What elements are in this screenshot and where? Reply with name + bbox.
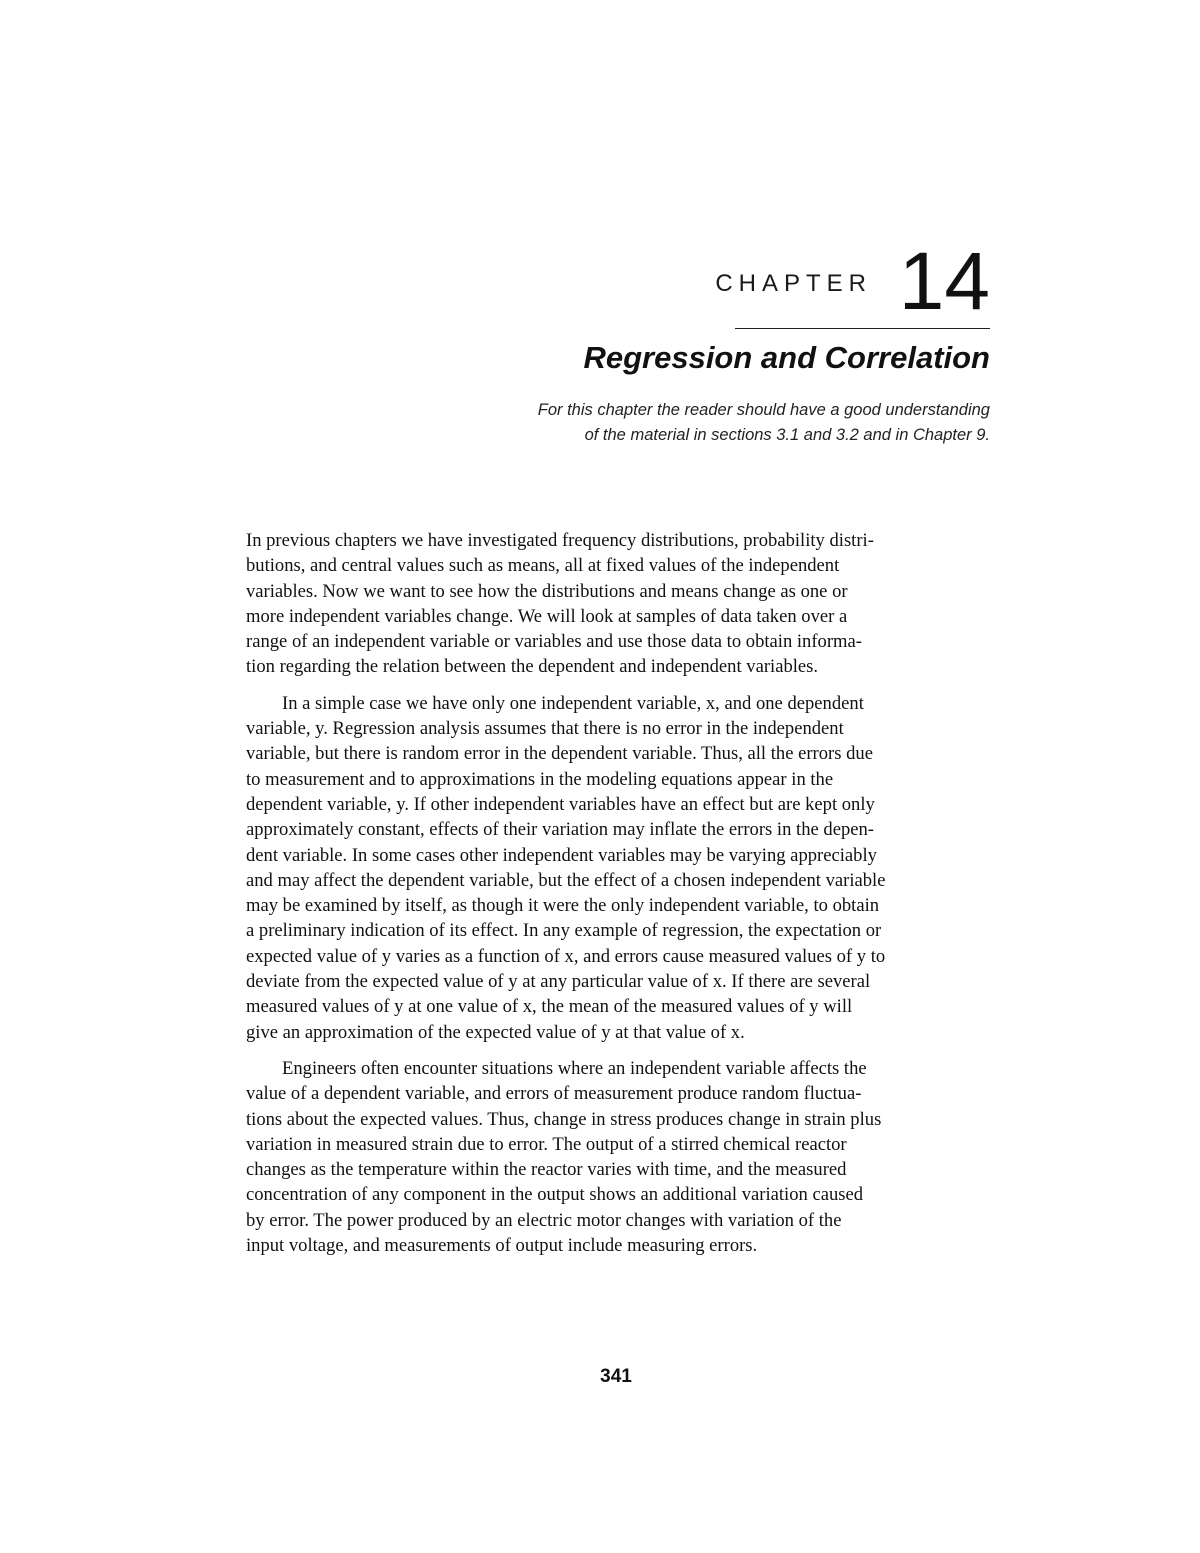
text-line: variable, y. Regression analysis assumes that there is no error in the independent xyxy=(246,718,844,740)
text-line: tions about the expected values. Thus, change in stress produces change in strain plus xyxy=(246,1108,882,1130)
text-line: In previous chapters we have investigated frequency distributions, probability distri- xyxy=(246,530,874,551)
paragraph-3 xyxy=(246,1056,991,1258)
paragraph-1 xyxy=(246,528,991,680)
text-line: butions, and central values such as means, all at fixed values of the independent xyxy=(246,555,840,577)
text-line: expected value of y varies as a function of x, and errors cause measured values of y to xyxy=(246,945,886,967)
chapter-prerequisite xyxy=(430,398,990,448)
prerequisite-line: of the material in sections 3.1 and 3.2 and in Chapter 9. xyxy=(584,426,990,444)
text-line: give an approximation of the expected value of y at that value of x. xyxy=(246,1021,745,1043)
text-line: variable, but there is random error in the dependent variable. Thus, all the errors due xyxy=(246,743,873,765)
text-line: dependent variable, y. If other independent variables have an effect but are kept only xyxy=(246,793,875,815)
text-line: dent variable. In some cases other independent variables may be varying appreciably xyxy=(246,844,877,866)
body-text xyxy=(246,528,991,1269)
chapter-heading xyxy=(715,236,990,329)
text-line: to measurement and to approximations in the modeling equations appear in the xyxy=(246,768,834,790)
chapter-title: Regression and Correlation xyxy=(583,340,990,375)
text-line: In a simple case we have only one independent variable, x, and one dependent xyxy=(282,692,864,714)
text-line: variation in measured strain due to error. The output of a stirred chemical reactor xyxy=(246,1133,847,1155)
text-line: deviate from the expected value of y at any particular value of x. If there are several xyxy=(246,971,871,993)
text-line: input voltage, and measurements of output include measuring errors. xyxy=(246,1235,758,1257)
text-line: measured values of y at one value of x, the mean of the measured values of y will xyxy=(246,996,853,1018)
text-line: by error. The power produced by an electric motor changes with variation of the xyxy=(246,1209,842,1231)
paragraph-2 xyxy=(246,691,991,1045)
text-line: changes as the temperature within the reactor varies with time, and the measured xyxy=(246,1159,847,1181)
text-line: approximately constant, effects of their variation may inflate the errors in the depen- xyxy=(246,819,874,841)
text-line: range of an independent variable or variables and use those data to obtain informa- xyxy=(246,631,862,653)
text-line: value of a dependent variable, and errors of measurement produce random fluctua- xyxy=(246,1083,862,1105)
text-line: concentration of any component in the output shows an additional variation caused xyxy=(246,1184,864,1206)
text-line: variables. Now we want to see how the distributions and means change as one or xyxy=(246,580,848,602)
text-line: a preliminary indication of its effect. In any example of regression, the expectation or xyxy=(246,920,882,942)
prerequisite-line: For this chapter the reader should have a good understanding xyxy=(537,401,990,419)
text-line: more independent variables change. We will look at samples of data taken over a xyxy=(246,605,848,627)
page-number: 341 xyxy=(600,1366,632,1387)
text-line: and may affect the dependent variable, but the effect of a chosen independent variable xyxy=(246,869,886,891)
text-line: tion regarding the relation between the dependent and independent variables. xyxy=(246,656,819,678)
chapter-number: 14 xyxy=(898,236,990,327)
text-line: may be examined by itself, as though it were the only independent variable, to obtain xyxy=(246,895,880,917)
text-line: Engineers often encounter situations where an independent variable affects the xyxy=(282,1057,867,1079)
chapter-label: CHAPTER xyxy=(715,270,872,297)
